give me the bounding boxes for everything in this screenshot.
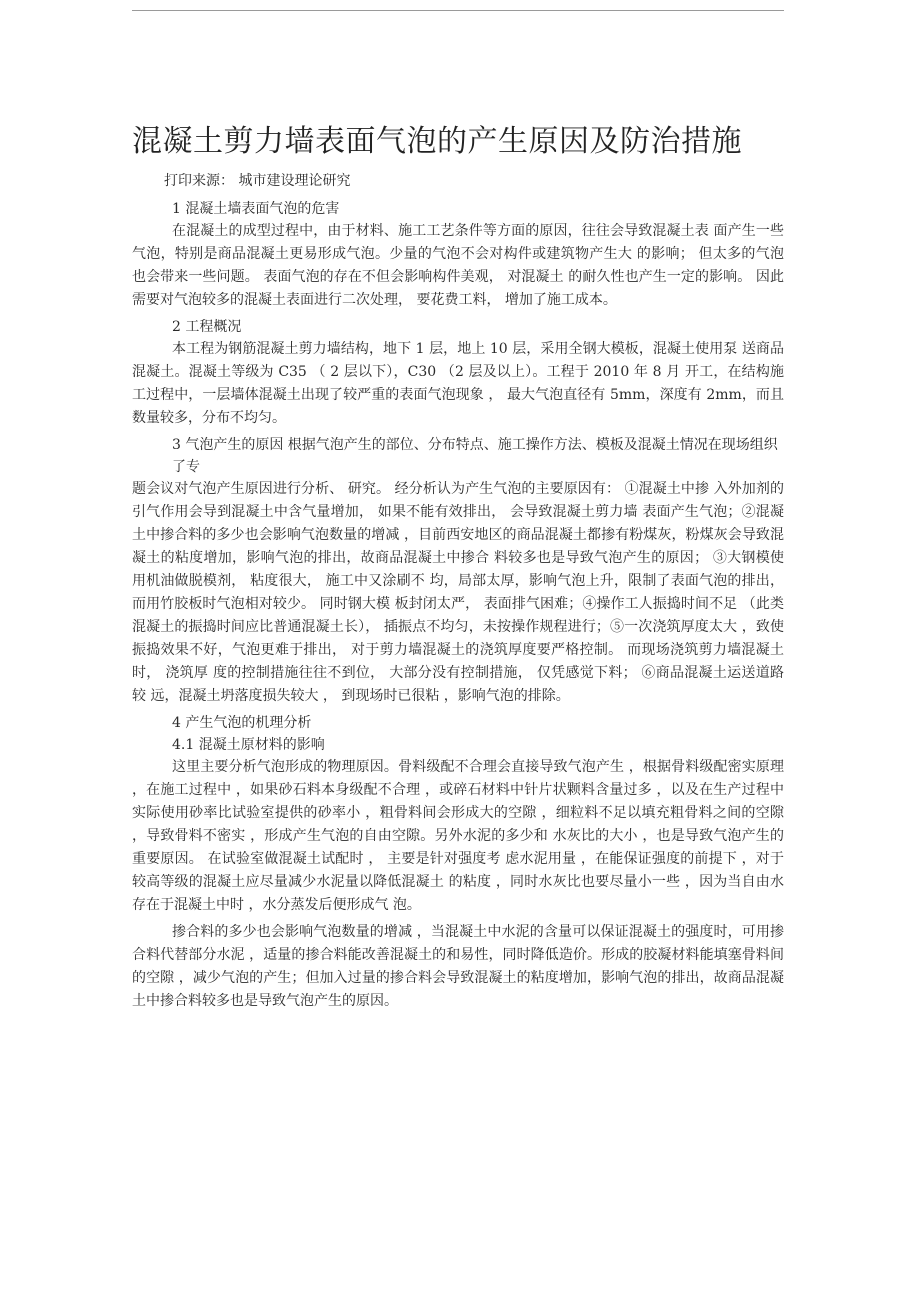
paragraph-project-overview: 本工程为钢筋混凝土剪力墙结构，地下 1 层，地上 10 层，采用全钢大模板，混凝土使用泵 送商品混凝土。混凝土等级为 C35 （ 2 层以下），C30 （2 层及以上）。工程于 2010 年 8 月 开工，在结构施工过程中，一层墙体混凝土出现了较严重的表面气泡现象 ， 最大气泡直径有 5mm，深度有 2mm，而且数量较多，分布不均匀。 [132,341,784,426]
top-divider [132,10,784,11]
section-heading-4-1: 4.1 混凝土原材料的影响 [172,737,325,753]
section-heading-1: 1 混凝土墙表面气泡的危害 [172,201,340,217]
section-heading-4: 4 产生气泡的机理分析 [172,715,312,731]
paragraph-admixtures: 掺合料的多少也会影响气泡数量的增减 ，当混凝土中水泥的含量可以保证混凝土的强度时，可用掺合料代替部分水泥 ，适量的掺合料能改善混凝土的和易性，同时降低造价。形成的胶凝材料能填塞骨料间的空隙 ，减少气泡的产生；但加入过量的掺合料会导致混凝土的粘度增加，影响气泡的排出，故商品混凝土中掺合料较多也是导致气泡产生的原因。 [132,924,784,1009]
paragraph-raw-materials: 这里主要分析气泡形成的物理原因。骨料级配不合理会直接导致气泡产生 ，根据骨料级配密实原理 ，在施工过程中 ，如果砂石料本身级配不合理 ，或碎石材料中针片状颗料含量过多 ，以及在生产过程中实际使用砂率比试验室提供的砂率小 ，粗骨料间会形成大的空隙 ，细粒料不足以填充粗骨料之间的空隙 ，导致骨料不密实 ，形成产生气泡的自由空隙。另外水泥的多少和 水灰比的大小 ，也是导致气泡产生的重要原因。 在试验室做混凝土试配时 ， 主要是针对强度考 虑水泥用量 ，在能保证强度的前提下 ，对于较高等级的混凝土应尽量减少水泥量以降低混凝土 的粘度 ，同时水灰比也要尽量小一些 ，因为当自由水存在于混凝土中时 ，水分蒸发后便形成气 泡。 [132,759,784,913]
paragraph-causes: 题会议对气泡产生原因进行分析、 研究。 经分析认为产生气泡的主要原因有： ①混凝土中掺 入外加剂的引气作用会导到混凝土中含气量增加， 如果不能有效排出， 会导致混凝土剪力墙 表面产生气泡；②混凝土中掺合料的多少也会影响气泡数量的增减 ，目前西安地区的商品混凝土都掺有粉煤灰，粉煤灰会导致混凝土的粘度增加，影响气泡的排出，故商品混凝土中掺合 料较多也是导致气泡产生的原因； ③大钢模使用机油做脱模剂， 粘度很大， 施工中又涂刷不 均，局部太厚，影响气泡上升，限制了表面气泡的排出，而用竹胶板时气泡相对较少。 同时钢大模 板封闭太严， 表面排气困难；④操作工人振捣时间不足 （此类混凝土的振捣时间应比普通混凝土长）， 插振点不均匀，未按操作规程进行；⑤一次浇筑厚度太大 ，致使振捣效果不好，气泡更难于排出， 对于剪力墙混凝土的浇筑厚度要严格控制。 而现场浇筑剪力墙混凝土时， 浇筑厚 度的控制措施往往不到位， 大部分没有控制措施， 仅凭感觉下料； ⑥商品混凝土运送道路较 远，混凝土坍落度损失较大 ， 到现场时已很粘 ，影响气泡的排除。 [132,481,784,704]
document-title: 混凝土剪力墙表面气泡的产生原因及防治措施 [132,124,742,159]
paragraph-hazards: 在混凝土的成型过程中，由于材料、施工工艺条件等方面的原因，往往会导致混凝土表 面产生一些气泡，特别是商品混凝土更易形成气泡。少量的气泡不会对构件或建筑物产生大 的影响； 但太多的气泡也会带来一些问题。 表面气泡的存在不但会影响构件美观， 对混凝土 的耐久性也产生一定的影响。 因此需要对气泡较多的混凝土表面进行二次处理， 要花费工料， 增加了施工成本。 [132,223,784,308]
section-heading-2: 2 工程概况 [172,319,242,335]
document-body [132,116,784,1015]
section-heading-3: 3 气泡产生的原因 根据气泡产生的部位、分布特点、施工操作方法、模板及混凝土情况在现场组织了专 [172,437,778,475]
print-source: 打印来源： 城市建设理论研究 [164,173,351,189]
